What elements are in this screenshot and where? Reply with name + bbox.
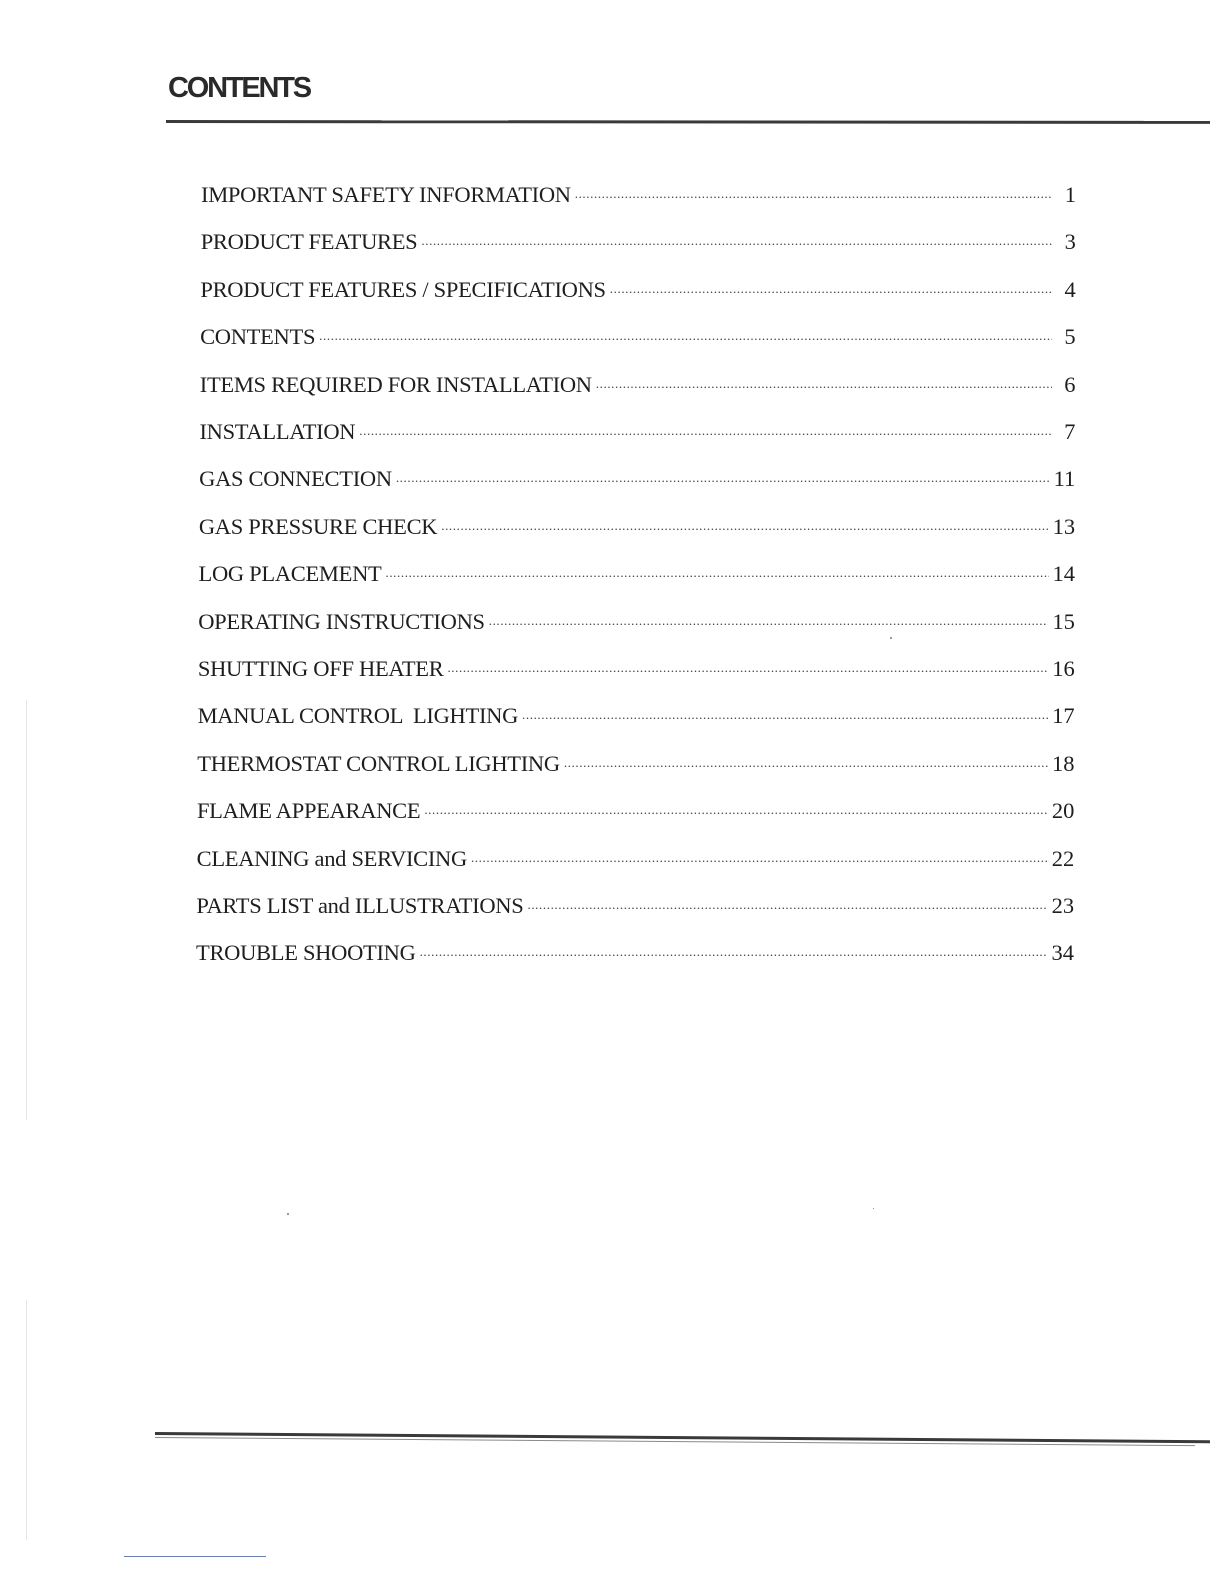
toc-dot-leader xyxy=(610,267,1052,297)
toc-entry xyxy=(201,172,1076,207)
toc-entry-title: LOG PLACEMENT xyxy=(198,561,382,587)
toc-entry-page-number: 17 xyxy=(1052,703,1075,729)
toc-entry-title: MANUAL CONTROL LIGHTING xyxy=(197,703,519,729)
toc-entry xyxy=(199,362,1076,397)
toc-entry-title: PRODUCT FEATURES / SPECIFICATIONS xyxy=(200,276,606,302)
toc-entry xyxy=(196,930,1074,966)
toc-entry-title: ITEMS REQUIRED FOR INSTALLATION xyxy=(199,371,592,397)
toc-entry xyxy=(200,314,1076,350)
scan-speck xyxy=(287,1213,289,1215)
toc-entry-title: IMPORTANT SAFETY INFORMATION xyxy=(201,182,571,207)
toc-entry-title: GAS PRESSURE CHECK xyxy=(198,513,438,539)
toc-dot-leader xyxy=(527,883,1047,913)
toc-entry-title: THERMOSTAT CONTROL LIGHTING xyxy=(197,750,560,776)
toc-entry-page-number: 5 xyxy=(1064,324,1076,350)
toc-entry xyxy=(197,741,1075,776)
toc-dot-leader xyxy=(359,409,1051,439)
toc-entry-title: PRODUCT FEATURES xyxy=(200,229,418,255)
toc-entry-page-number: 11 xyxy=(1053,466,1076,492)
toc-entry-page-number: 6 xyxy=(1064,371,1076,397)
toc-entry-page-number: 4 xyxy=(1064,276,1076,302)
scan-speck xyxy=(873,1208,874,1209)
toc-dot-leader xyxy=(564,741,1048,771)
toc-entry xyxy=(200,219,1076,255)
toc-entry xyxy=(197,646,1075,681)
toc-entry-title: OPERATING INSTRUCTIONS xyxy=(198,608,485,634)
scan-speck xyxy=(890,637,892,639)
toc-entry-title: CONTENTS xyxy=(200,324,316,350)
toc-entry-title: FLAME APPEARANCE xyxy=(196,798,421,824)
toc-entry-page-number: 14 xyxy=(1052,561,1075,587)
toc-entry-title: INSTALLATION xyxy=(199,419,356,444)
toc-dot-leader xyxy=(421,219,1051,249)
toc-entry xyxy=(198,551,1076,587)
toc-dot-leader xyxy=(522,693,1048,723)
toc-entry-title: GAS CONNECTION xyxy=(199,466,392,492)
toc-entry xyxy=(199,409,1076,444)
toc-dot-leader xyxy=(396,456,1050,486)
toc-entry-page-number: 15 xyxy=(1052,608,1075,634)
toc-dot-leader xyxy=(575,172,1052,202)
toc-entry xyxy=(198,599,1075,634)
toc-entry-page-number: 18 xyxy=(1052,750,1075,776)
toc-dot-leader xyxy=(420,930,1048,960)
toc-dot-leader xyxy=(319,314,1051,344)
toc-entry xyxy=(198,504,1076,539)
toc-entry-title: PARTS LIST and ILLUSTRATIONS xyxy=(196,893,524,918)
toc-entry-title: CLEANING and SERVICING xyxy=(196,845,467,871)
toc-dot-leader xyxy=(385,551,1048,581)
toc-dot-leader xyxy=(471,836,1048,866)
toc-entry-page-number: 1 xyxy=(1064,182,1076,207)
toc-entry xyxy=(199,456,1076,492)
toc-entry-page-number: 13 xyxy=(1052,513,1076,539)
toc-entry xyxy=(196,883,1075,918)
toc-dot-leader xyxy=(489,599,1049,629)
toc-entry-title: SHUTTING OFF HEATER xyxy=(197,656,444,681)
scan-edge-mark xyxy=(26,700,27,1120)
toc-entry xyxy=(196,836,1075,871)
toc-entry-page-number: 34 xyxy=(1051,940,1074,966)
toc-entry xyxy=(200,267,1076,302)
toc-entry-page-number: 7 xyxy=(1064,419,1076,444)
toc-entry-page-number: 23 xyxy=(1051,893,1075,918)
page-title: CONTENTS xyxy=(168,72,310,104)
scan-edge-mark xyxy=(26,1300,27,1540)
toc-dot-leader xyxy=(596,362,1052,392)
toc-dot-leader xyxy=(424,788,1048,818)
toc-entry-page-number: 16 xyxy=(1052,656,1075,681)
toc-entry xyxy=(196,788,1075,824)
toc-dot-leader xyxy=(441,504,1048,534)
toc-entry-page-number: 22 xyxy=(1051,845,1075,871)
toc-entry-page-number: 20 xyxy=(1051,798,1075,824)
toc-entry-page-number: 3 xyxy=(1064,229,1076,255)
footnote-rule xyxy=(124,1556,266,1557)
toc-dot-leader xyxy=(447,646,1048,676)
toc-entry xyxy=(197,693,1075,729)
toc-entry-title: TROUBLE SHOOTING xyxy=(196,940,416,966)
